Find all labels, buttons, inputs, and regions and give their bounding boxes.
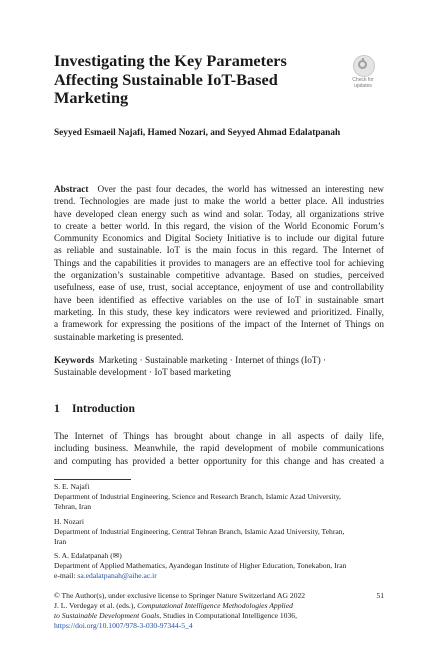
check-for-updates-badge[interactable]: [344, 53, 382, 91]
intro-line: including business. Meanwhile, the rapid development of mobile communications: [54, 444, 384, 455]
keywords-line: Sustainable development · IoT based marketing: [54, 368, 231, 379]
abstract-line: have been identified as effective variables on the use of IoT in sustainable smart: [54, 295, 384, 306]
email-line: [54, 571, 384, 581]
copyright-text: © The Author(s), under exclusive license to Springer Nature Switzerland AG 2022: [54, 591, 306, 600]
title-line: Marketing: [54, 88, 129, 107]
abstract-line: to create a better world. In this regard, the vision of the World Economic Forum’s: [54, 221, 384, 232]
badge-line: Check for: [352, 77, 374, 83]
affiliation-line: Department of Industrial Engineering, Central Tehran Branch, Islamic Azad University, Tehran,: [54, 526, 345, 536]
abstract-line: Things and the capabilities it provides to managers are an effective tool for achieving: [54, 258, 384, 269]
abstract-line: Community Economics and Digital Society Initiative is to include our digital future: [54, 234, 384, 245]
intro-line: The Internet of Things has brought about change in all aspects of daily life,: [54, 432, 384, 442]
section-number: 1: [54, 402, 60, 415]
series-text: , Studies in Computational Intelligence 1036,: [159, 610, 297, 620]
abstract-line: [54, 184, 384, 196]
affiliation-line: Tehran, Iran: [54, 501, 91, 511]
abstract: [54, 184, 384, 344]
affiliation-name: H. Nozari: [54, 517, 84, 526]
badge-line: updates: [354, 82, 372, 89]
abstract-line: the organization’s sustainable competitive advantage. Based on studies, perceived: [54, 271, 384, 282]
affiliation-edalatpanah: [54, 551, 384, 580]
title-line: Affecting Sustainable IoT-Based: [54, 69, 278, 89]
abstract-line: marketing. In this study, these key indicators were reviewed and prioritized. Finally,: [54, 307, 384, 318]
footnote-divider: [54, 479, 131, 480]
refresh-marker-icon: [362, 58, 364, 62]
introduction-text: [54, 431, 384, 468]
abstract-label: Abstract: [54, 185, 89, 195]
affiliation-najafi: [54, 482, 384, 511]
abstract-line: sustainable marketing is presented.: [54, 332, 184, 343]
affiliation-name: S. E. Najafi: [54, 482, 90, 491]
copyright-line: [54, 591, 384, 601]
page-number: 51: [376, 591, 384, 600]
keywords-label: Keywords: [54, 356, 95, 366]
title-line: Investigating the Key Parameters: [54, 51, 287, 70]
abstract-line: usefulness, ease of use, trust, social acceptance, enjoyment of use and controllability: [54, 283, 384, 294]
email-link[interactable]: sa.edalatpanah@aihe.ac.ir: [77, 570, 157, 580]
author-list: Seyyed Esmaeil Najafi, Hamed Nozari, and Seyyed Ahmad Edalatpanah: [54, 128, 341, 138]
affiliation-line: Department of Industrial Engineering, Science and Research Branch, Islamic Azad University,: [54, 491, 341, 501]
abstract-line: as reliable and sustainable. IoT is the main focus in this regard. The Internet of: [54, 246, 384, 257]
book-title-part1: Computational Intelligence Methodologies Applied: [137, 600, 293, 610]
abstract-line: trend. Technologies are made just to make the world a better place. All industries: [54, 197, 384, 208]
keywords-first-line: Marketing · Sustainable marketing · Internet of things (IoT) ·: [98, 356, 327, 366]
email-label: e-mail:: [54, 570, 76, 580]
affiliation-line: Department of Applied Mathematics, Ayandegan Institute of Higher Education, Tonekabon, Iran: [54, 560, 347, 570]
keywords-line: [54, 355, 384, 367]
keywords: [54, 355, 384, 380]
page-footer: [54, 591, 384, 631]
badge-text: [344, 78, 382, 89]
book-title-part2: to Sustainable Development Goals: [54, 610, 160, 620]
citation-line: [54, 611, 384, 621]
abstract-line: a framework for expressing the positions of the impact of the Internet of Things on: [54, 320, 384, 331]
doi-line: [54, 621, 384, 631]
paper-title: [54, 52, 324, 108]
affiliation-name: S. A. Edalatpanah (✉): [54, 551, 122, 560]
affiliation-line: Iran: [54, 536, 67, 546]
abstract-line: have developed clean energy such as wind and solar. Today, all organizations strive: [54, 209, 384, 220]
intro-line: and computing has provided a better opportunity for this change and has created a: [54, 456, 384, 467]
citation-line: [54, 601, 384, 611]
abstract-first-line: Over the past four decades, the world has witnessed an interesting new: [97, 185, 384, 195]
affiliation-nozari: [54, 517, 384, 546]
section-title: Introduction: [72, 402, 135, 415]
citation-prefix: J. L. Verdegay et al. (eds.),: [54, 600, 138, 610]
section-heading: [54, 402, 135, 416]
doi-link[interactable]: https://doi.org/10.1007/978-3-030-97344-5_4: [54, 620, 193, 630]
